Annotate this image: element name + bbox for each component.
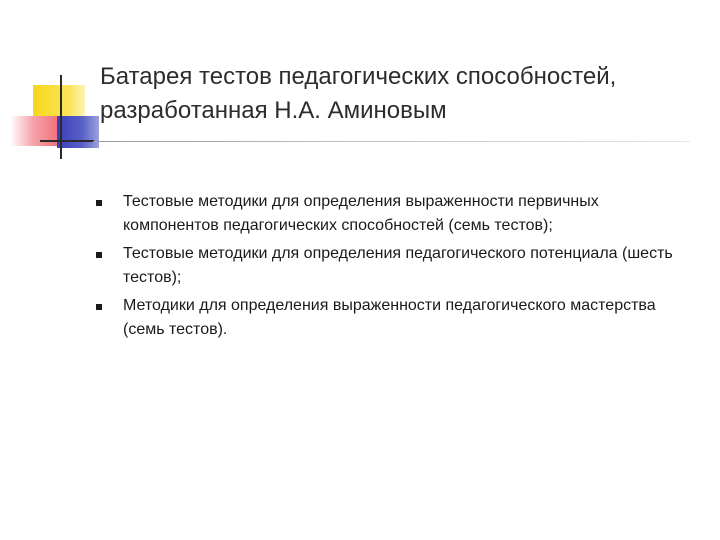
bullet-text: Методики для определения выраженности педагогического мастерства (семь тестов). xyxy=(123,297,656,338)
bullet-item xyxy=(96,190,696,238)
title-underline xyxy=(93,141,690,142)
square-bullet-icon xyxy=(96,200,102,206)
bullet-item xyxy=(96,294,696,342)
bullet-text: Тестовые методики для определения выраженности первичных компонентов педагогических способностей (семь тестов); xyxy=(123,193,599,234)
decor-horizontal-line xyxy=(40,140,94,142)
square-bullet-icon xyxy=(96,252,102,258)
bullet-item xyxy=(96,242,696,290)
decor-blue-square xyxy=(57,116,99,148)
square-bullet-icon xyxy=(96,304,102,310)
bullet-list xyxy=(96,190,696,346)
decor-vertical-line xyxy=(60,75,62,159)
bullet-text: Тестовые методики для определения педагогического потенциала (шесть тестов); xyxy=(123,245,673,286)
slide-title: Батарея тестов педагогических способностей, разработанная Н.А. Аминовым xyxy=(100,63,617,124)
